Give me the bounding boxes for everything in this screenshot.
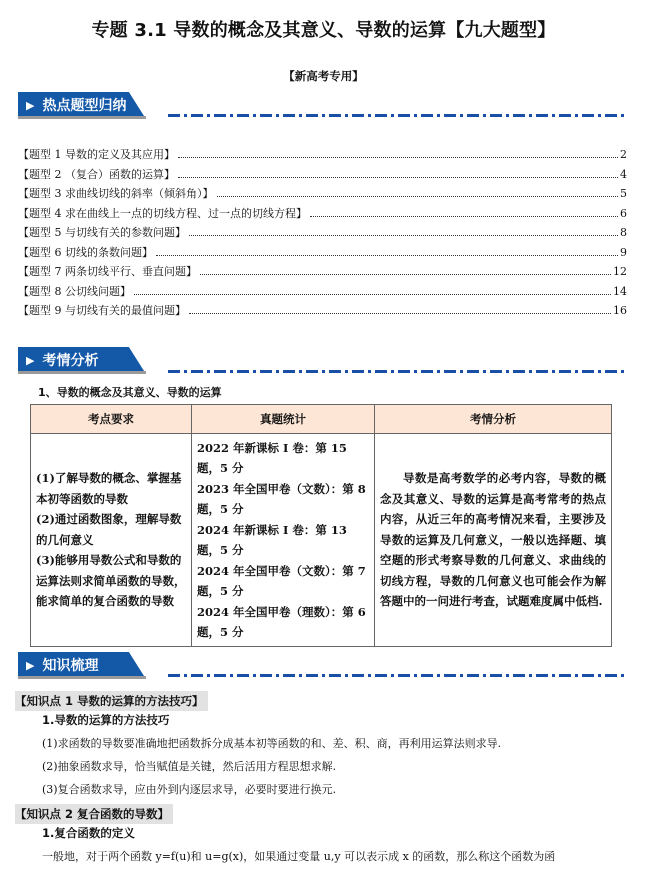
stat-item: 2024 年新课标 I 卷：第 13 题，5 分: [197, 522, 347, 557]
play-arrow-icon: ▶: [26, 354, 35, 367]
play-arrow-icon: ▶: [26, 659, 35, 672]
stat-item: 2024 年全国甲卷（文数）：第 7 题，5 分: [197, 563, 366, 598]
toc-page-number: 6: [620, 206, 627, 220]
summary-text: 导数是高考数学的必考内容，导数的概念及其意义、导数的运算是高考常考的热点内容，从近三年的高考情况来看，主要涉及导数的运算及几何意义，一般以选择题、填空题的形式考察导数的几何意义、求曲线的切线方程，导数的几何意义也可能会作为解答题中的一问进行考查，试题难度属中低档.: [380, 471, 606, 609]
knowledge-point-1-line: (2)抽象函数求导，恰当赋值是关键，然后活用方程思想求解.: [42, 760, 337, 773]
header-stats: 真题统计: [192, 405, 375, 434]
toc-entry[interactable]: [18, 244, 627, 264]
toc-leader-dots: [134, 285, 611, 295]
toc-entry[interactable]: [18, 146, 627, 166]
requirement-item: (3)能够用导数公式和导数的运算法则求简单函数的导数，能求简单的复合函数的导数: [36, 553, 186, 609]
toc-page-number: 14: [613, 284, 627, 298]
band-shadow: [18, 676, 146, 679]
stat-item: 2022 年新课标 I 卷：第 15 题，5 分: [197, 440, 347, 475]
toc-entry-label: 【题型 4 求在曲线上一点的切线方程、过一点的切线方程】: [18, 206, 307, 220]
band-text: 知识梳理: [42, 658, 99, 674]
requirement-item: (1)了解导数的概念、掌握基本初等函数的导数: [36, 471, 182, 506]
table-of-contents: [18, 146, 627, 322]
band-label: [26, 655, 98, 675]
toc-entry-label: 【题型 1 导数的定义及其应用】: [18, 148, 175, 161]
toc-entry-label: 【题型 3 求曲线切线的斜率（倾斜角）】: [18, 187, 214, 200]
toc-page-number: 2: [620, 148, 627, 161]
toc-entry-label: 【题型 5 与切线有关的参数问题】: [18, 226, 186, 239]
dash-divider: [168, 674, 625, 677]
page-subtitle: 【新高考专用】: [283, 69, 364, 83]
knowledge-point-1-subtitle: 1.导数的运算的方法技巧: [42, 713, 170, 727]
dash-divider: [168, 370, 625, 373]
band-label: [26, 95, 126, 115]
dash-divider: [168, 114, 625, 117]
section-band-hot-types: [18, 92, 158, 119]
header-summary: 考情分析: [375, 405, 612, 434]
toc-leader-dots: [217, 187, 619, 197]
toc-leader-dots: [156, 246, 618, 256]
toc-page-number: 4: [620, 167, 627, 181]
knowledge-point-2-line: 一般地，对于两个函数 y=f(u)和 u=g(x)，如果通过变量 u,y 可以表示成 x 的函数，那么称这个函数为函: [42, 850, 556, 863]
toc-leader-dots: [178, 168, 618, 178]
knowledge-point-1-line: (1)求函数的导数要准确地把函数拆分成基本初等函数的和、差、积、商，再利用运算法则求导.: [42, 737, 502, 750]
analysis-table: [30, 404, 612, 647]
toc-entry[interactable]: [18, 224, 627, 244]
toc-entry[interactable]: [18, 205, 627, 225]
toc-leader-dots: [189, 226, 618, 236]
toc-leader-dots: [200, 265, 611, 275]
toc-page-number: 9: [620, 245, 627, 259]
page-title: 专题 3.1 导数的概念及其意义、导数的运算【九大题型】: [91, 20, 556, 41]
knowledge-point-2-title: 【知识点 2 复合函数的导数】: [15, 804, 173, 824]
toc-page-number: 16: [613, 304, 627, 317]
section-band-analysis: [18, 347, 158, 374]
knowledge-point-2-subtitle: 1.复合函数的定义: [42, 826, 135, 840]
requirement-item: (2)通过函数图象，理解导数的几何意义: [36, 512, 182, 547]
toc-entry-label: 【题型 8 公切线问题】: [18, 284, 131, 298]
toc-entry[interactable]: [18, 302, 627, 322]
toc-entry[interactable]: [18, 263, 627, 283]
band-label: [26, 350, 98, 370]
analysis-heading: 1、导数的概念及其意义、导数的运算: [38, 386, 222, 399]
stat-item: 2023 年全国甲卷（文数）：第 8 题，5 分: [197, 481, 366, 516]
toc-entry[interactable]: [18, 185, 627, 205]
toc-entry[interactable]: [18, 166, 627, 186]
band-text: 热点题型归纳: [42, 98, 127, 114]
stat-item: 2024 年全国甲卷（理数）：第 6 题，5 分: [197, 604, 366, 639]
toc-page-number: 12: [613, 265, 627, 278]
band-shadow: [18, 116, 146, 119]
play-arrow-icon: ▶: [26, 99, 35, 112]
section-band-knowledge: [18, 652, 158, 679]
toc-entry[interactable]: [18, 283, 627, 303]
band-shadow: [18, 371, 146, 374]
toc-leader-dots: [189, 304, 611, 314]
summary-cell: [375, 434, 612, 647]
stats-cell: [192, 434, 375, 647]
requirements-cell: [31, 434, 192, 647]
toc-page-number: 5: [620, 187, 627, 200]
table-row: [31, 434, 612, 647]
knowledge-point-1-title: 【知识点 1 导数的运算的方法技巧】: [15, 691, 208, 711]
header-requirements: 考点要求: [31, 405, 192, 434]
toc-leader-dots: [310, 207, 618, 217]
toc-page-number: 8: [620, 226, 627, 239]
toc-entry-label: 【题型 9 与切线有关的最值问题】: [18, 304, 186, 317]
toc-leader-dots: [178, 148, 618, 158]
knowledge-point-1-line: (3)复合函数求导，应由外到内逐层求导，必要时要进行换元.: [42, 783, 337, 796]
toc-entry-label: 【题型 6 切线的条数问题】: [18, 245, 153, 259]
band-text: 考情分析: [42, 353, 99, 369]
table-header-row: [31, 405, 612, 434]
toc-entry-label: 【题型 7 两条切线平行、垂直问题】: [18, 265, 197, 278]
toc-entry-label: 【题型 2 （复合）函数的运算】: [18, 167, 175, 181]
